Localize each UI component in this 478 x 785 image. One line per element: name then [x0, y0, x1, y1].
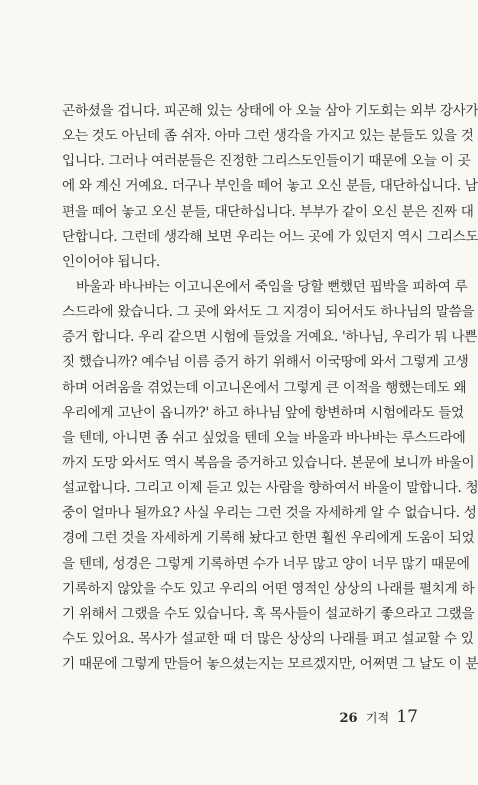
text-line: 바울과 바나바는 이고니온에서 죽임을 당할 뻔했던 핍박을 피하여 루	[76, 278, 468, 295]
text-line: 중이 얼마나 될까요? 사실 우리는 그런 것을 자세하게 알 수 없습니다. 성	[62, 505, 477, 522]
text-line: 오는 것도 아닌데 좀 쉬자. 아마 그런 생각을 가지고 있는 분들도 있을 것	[62, 128, 474, 145]
body-text	[62, 99, 478, 677]
text-line: 설교합니다. 그리고 이제 듣고 있는 사람을 향하여서 바울이 말합니다. 청	[62, 480, 478, 497]
text-line: 인이어야 됩니다.	[62, 253, 160, 270]
text-line: 짓 했습니까? 예수님 이름 증거 하기 위해서 이국땅에 와서 그렇게 고생	[62, 354, 469, 371]
text-line: 기 위해서 그랬을 수도 있습니다. 혹 목사들이 설교하기 좋으라고 그랬을	[62, 605, 475, 622]
text-line: 기 때문에 그렇게 만들어 놓으셨는지는 모르겠지만, 어쩌면 그 날도 이 분	[62, 656, 478, 673]
text-line: 을 텐데, 아니면 좀 쉬고 싶었을 텐데 오늘 바울과 바나바는 루스드라에	[62, 429, 466, 446]
text-line: 까지 도망 와서도 역시 복음을 증거하고 있습니다. 본문에 보니까 바울이	[62, 454, 475, 471]
text-line: 편을 떼어 놓고 오신 분들, 대단하십니다. 부부가 같이 오신 분은 진짜 대	[62, 203, 474, 220]
page-footer	[0, 708, 418, 728]
text-line: 스드라에 왔습니다. 그 곳에 와서도 그 지경이 되어서도 하나님의 말씀을	[62, 304, 475, 321]
chapter-title: 기적	[365, 711, 390, 725]
text-line: 증거 합니다. 우리 같으면 시험에 들었을 거예요. '하나님, 우리가 뭐 나쁜	[62, 329, 477, 346]
chapter-number: 17	[396, 707, 418, 727]
page-number: 26	[339, 711, 358, 726]
text-line: 수도 있어요. 목사가 설교한 때 더 많은 상상의 나래를 펴고 설교할 수 있	[62, 630, 474, 647]
text-line: 하며 어려움을 겪었는데 이고니온에서 그렇게 큰 이적을 행했는데도 왜	[62, 379, 467, 396]
text-line: 경에 그런 것을 자세하게 기록해 놨다고 한면 훨씬 우리에게 도움이 되었	[62, 530, 475, 547]
text-line: 우리에게 고난이 옵니까?' 하고 하나님 앞에 항변하며 시험에라도 들었	[62, 404, 464, 421]
text-line: 단합니다. 그런데 생각해 보면 우리는 어느 곳에 가 있던지 역시 그리스도	[62, 228, 478, 245]
text-line: 입니다. 그러나 여러분들은 진정한 그리스도인들이기 때문에 오늘 이 곳	[62, 153, 471, 170]
text-line: 기록하지 않았을 수도 있고 우리의 어떤 영적인 상상의 나래를 펼치게 하	[62, 580, 475, 597]
text-line: 을 텐데, 성경은 그렇게 기록하면 수가 너무 많고 양이 너무 많기 때문에	[62, 555, 470, 572]
text-line: 에 와 계신 거예요. 더구나 부인을 떼어 놓고 오신 분들, 대단하십니다. 남	[62, 178, 478, 195]
text-line: 곤하셨을 겁니다. 피곤해 있는 상태에 아 오늘 삼아 기도회는 외부 강사가	[62, 103, 478, 119]
